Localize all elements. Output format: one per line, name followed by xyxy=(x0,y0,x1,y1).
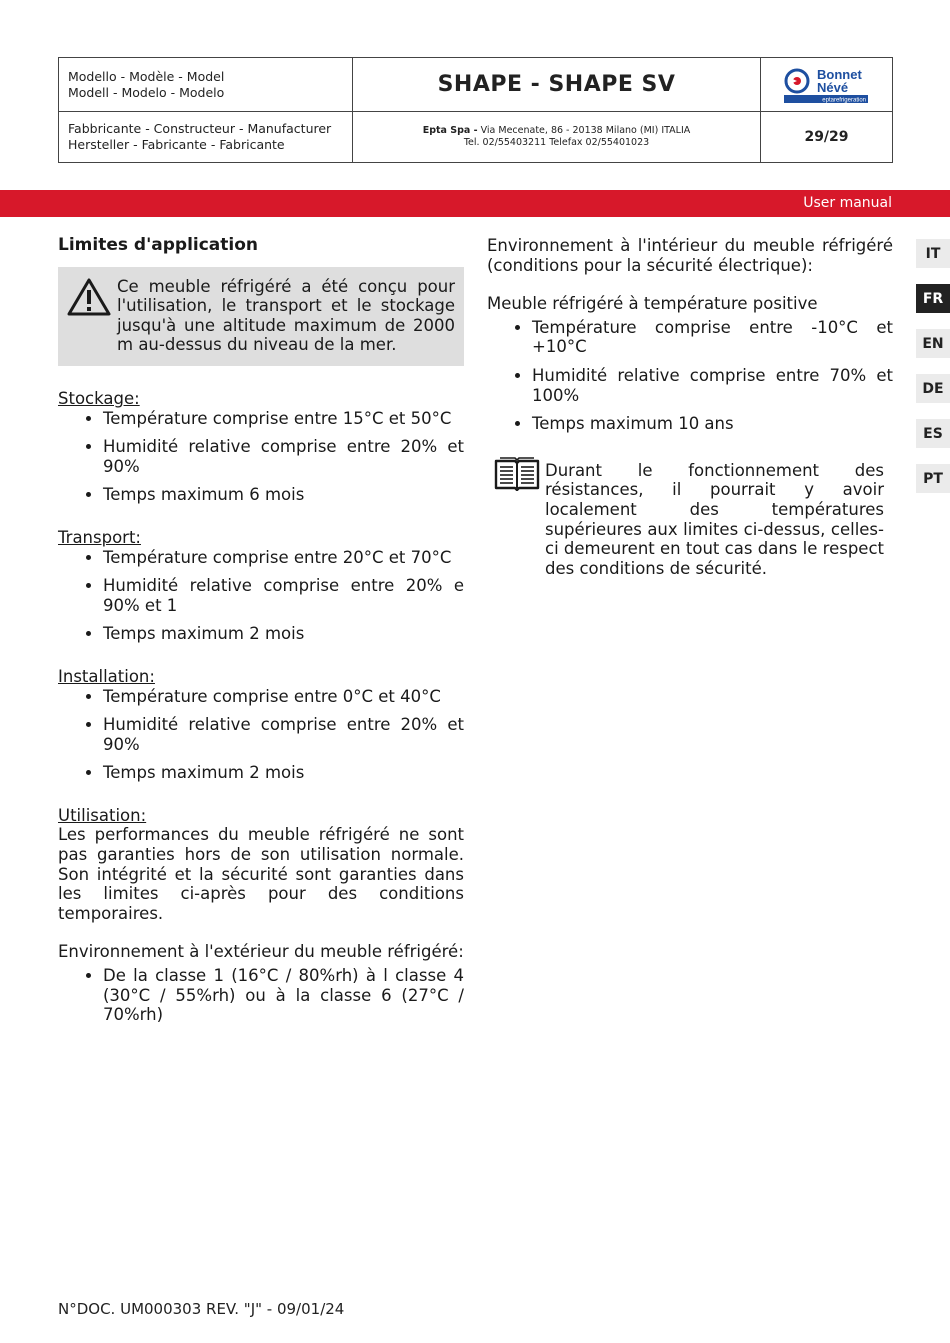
lang-tab-en[interactable]: EN xyxy=(916,329,950,358)
document-header-table xyxy=(58,57,893,163)
lang-tab-de[interactable]: DE xyxy=(916,374,950,403)
logo-word-2: Névé xyxy=(816,79,848,95)
left-column xyxy=(58,236,464,1025)
manufacturer-label-line-2: Hersteller - Fabricante - Fabricante xyxy=(68,137,285,152)
list-item: • Température comprise entre 20°C et 70°C xyxy=(103,548,464,568)
book-icon xyxy=(494,457,540,579)
company-phone: Tel. 02/55403211 Telefax 02/55401023 xyxy=(463,137,650,148)
manufacturer-label-line-1: Fabbricante - Constructeur - Manufacturer xyxy=(68,121,332,136)
list-item: • Temps maximum 6 mois xyxy=(103,485,464,505)
inside-environment-text: Environnement à l'intérieur du meuble réfrigéré (conditions pour la sécurité électrique): xyxy=(487,236,893,275)
outside-environment-list xyxy=(58,966,464,1025)
brand-logo xyxy=(761,58,892,112)
lang-tab-es[interactable]: ES xyxy=(916,419,950,448)
list-item: • Humidité relative comprise entre 20% e 90% et 1 xyxy=(103,576,464,615)
document-number: N°DOC. UM000303 REV. "J" - 09/01/24 xyxy=(58,1300,345,1318)
positive-temp-list xyxy=(487,318,893,434)
list-item: • Temps maximum 2 mois xyxy=(103,763,464,783)
usage-text: Les performances du meuble réfrigéré ne sont pas garanties hors de son utilisation normale. Son intégrité et la sécurité sont garanties dans les limites ci-après pour des conditions temporaires. xyxy=(58,825,464,923)
storage-title: Stockage: xyxy=(58,388,140,408)
bonnet-neve-logo-icon xyxy=(784,66,870,104)
list-item: • Temps maximum 2 mois xyxy=(103,624,464,644)
model-label-line-2: Modell - Modelo - Modelo xyxy=(68,85,225,100)
list-item: • Température comprise entre 15°C et 50°C xyxy=(103,409,464,429)
model-label-cell xyxy=(59,58,353,112)
installation-title: Installation: xyxy=(58,666,155,686)
installation-list xyxy=(58,687,464,783)
logo-sub: eptarefrigeration xyxy=(821,97,866,103)
lang-tab-fr[interactable]: FR xyxy=(916,284,950,313)
list-item: • Température comprise entre 0°C et 40°C xyxy=(103,687,464,707)
list-item: • Humidité relative comprise entre 20% et 90% xyxy=(103,715,464,754)
transport-title: Transport: xyxy=(58,527,141,547)
company-address: Via Mecenate, 86 - 20138 Milano (MI) ITALIA xyxy=(480,125,691,136)
list-item: • Humidité relative comprise entre 20% et 90% xyxy=(103,437,464,476)
transport-list xyxy=(58,548,464,644)
list-item: • Humidité relative comprise entre 70% et 100% xyxy=(532,366,893,405)
model-title: SHAPE - SHAPE SV xyxy=(353,58,761,112)
section-heading: Limites d'application xyxy=(58,235,259,255)
warning-text: Ce meuble réfrigéré a été conçu pour l'utilisation, le transport et le stockage jusqu'à une altitude maximum de 2000 m au-dessus du niveau de la mer. xyxy=(117,276,455,355)
model-label-line-1: Modello - Modèle - Model xyxy=(68,69,225,84)
manufacturer-label-cell xyxy=(59,112,353,162)
page-number: 29/29 xyxy=(804,129,849,145)
manufacturer-address xyxy=(353,112,761,162)
lang-tab-it[interactable]: IT xyxy=(916,239,950,268)
warning-box xyxy=(58,267,464,366)
company-name: Epta Spa - xyxy=(422,125,478,136)
band-label: User manual xyxy=(803,195,892,211)
positive-temp-title: Meuble réfrigéré à température positive xyxy=(487,294,818,314)
usage-title: Utilisation: xyxy=(58,805,147,825)
list-item: • Temps maximum 10 ans xyxy=(532,414,893,434)
list-item: • De la classe 1 (16°C / 80%rh) à l classe 4 (30°C / 55%rh) ou à la classe 6 (27°C / 70%rh) xyxy=(103,966,464,1025)
note-block xyxy=(487,461,893,579)
lang-tab-pt[interactable]: PT xyxy=(916,464,950,493)
outside-environment-text: Environnement à l'extérieur du meuble réfrigéré: xyxy=(58,942,464,962)
warning-icon xyxy=(67,278,113,355)
right-column xyxy=(487,236,893,578)
storage-list xyxy=(58,409,464,505)
section-band xyxy=(0,190,950,217)
note-text: Durant le fonctionnement des résistances, il pourrait y avoir localement des températures supérieures aux limites ci-dessus, celles-ci demeurent en tout cas dans le respect des conditions de sécurité. xyxy=(545,460,884,578)
logo-word-1: Bonnet xyxy=(816,66,862,82)
list-item: • Température comprise entre -10°C et +10°C xyxy=(532,318,893,357)
